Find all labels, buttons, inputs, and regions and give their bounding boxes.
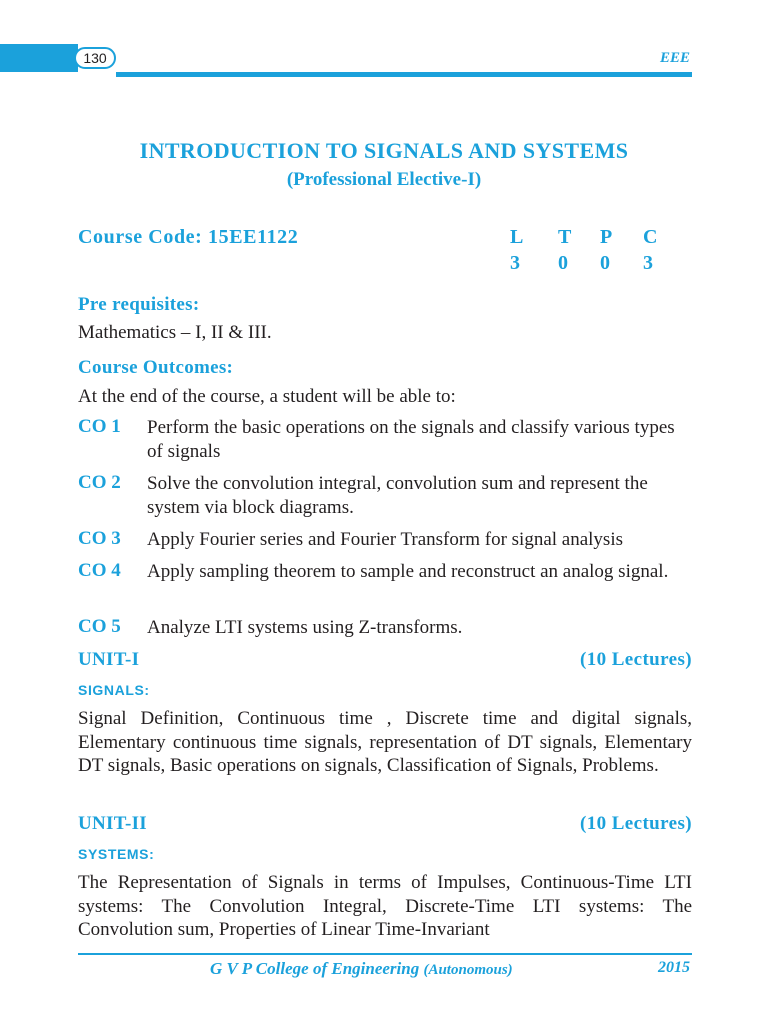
- autonomous-label: (Autonomous): [423, 962, 513, 978]
- ltpc-value-p: 0: [600, 252, 610, 274]
- unit-title: UNIT-II: [78, 813, 147, 834]
- co-text: Analyze LTI systems using Z-transforms.: [147, 617, 463, 638]
- unit-lectures: (10 Lectures): [580, 813, 692, 834]
- co-label: CO 5: [78, 616, 121, 637]
- footer-rule: [78, 953, 692, 955]
- ltpc-header-p: P: [600, 226, 613, 248]
- ltpc-header-t: T: [558, 226, 572, 248]
- college-name: G V P College of Engineering: [210, 959, 420, 978]
- ltpc-value-l: 3: [510, 252, 520, 274]
- co-text: Solve the convolution integral, convolution sum and represent the system via block diagrams.: [147, 473, 648, 518]
- co-label: CO 2: [78, 472, 121, 493]
- unit-title: UNIT-I: [78, 649, 140, 670]
- unit-subheading: SIGNALS:: [78, 682, 150, 698]
- footer-year: 2015: [658, 959, 690, 976]
- course-title: INTRODUCTION TO SIGNALS AND SYSTEMS: [139, 138, 629, 163]
- course-subtitle: (Professional Elective-I): [286, 169, 482, 190]
- outcomes-heading: Course Outcomes:: [78, 357, 234, 378]
- page-number: 130: [74, 47, 116, 69]
- co-text: Apply Fourier series and Fourier Transform for signal analysis: [147, 529, 623, 550]
- department-label: EEE: [659, 50, 690, 66]
- co-label: CO 3: [78, 528, 121, 549]
- ltpc-header-l: L: [510, 226, 524, 248]
- footer-college: [210, 959, 513, 979]
- co-label: CO 4: [78, 560, 121, 581]
- ltpc-header-c: C: [643, 226, 658, 248]
- co-text: Apply sampling theorem to sample and reconstruct an analog signal.: [147, 561, 669, 582]
- header-rule: [116, 72, 692, 77]
- header-accent-bar: [0, 44, 78, 72]
- unit-description: Signal Definition, Continuous time , Discrete time and digital signals, Elementary continuous time signals, representation of DT signals, Elementary DT signals, Basic operations on signals, Classification of Signals, Problems.: [78, 708, 692, 776]
- prerequisites-heading: Pre requisites:: [78, 294, 200, 315]
- ltpc-value-t: 0: [558, 252, 568, 274]
- co-text: Perform the basic operations on the signals and classify various types of signals: [147, 417, 675, 462]
- unit-subheading: SYSTEMS:: [78, 846, 155, 862]
- unit-lectures: (10 Lectures): [580, 649, 692, 670]
- ltpc-value-c: 3: [643, 252, 653, 274]
- outcomes-intro: At the end of the course, a student will be able to:: [78, 386, 456, 407]
- prerequisites-text: Mathematics – I, II & III.: [78, 322, 272, 343]
- co-label: CO 1: [78, 416, 121, 437]
- unit-description: The Representation of Signals in terms of Impulses, Continuous-Time LTI systems: The Convolution Integral, Discrete-Time LTI systems: The Convolution sum, Properties of Linear Time-Invariant: [78, 872, 692, 940]
- course-code: Course Code: 15EE1122: [78, 226, 299, 248]
